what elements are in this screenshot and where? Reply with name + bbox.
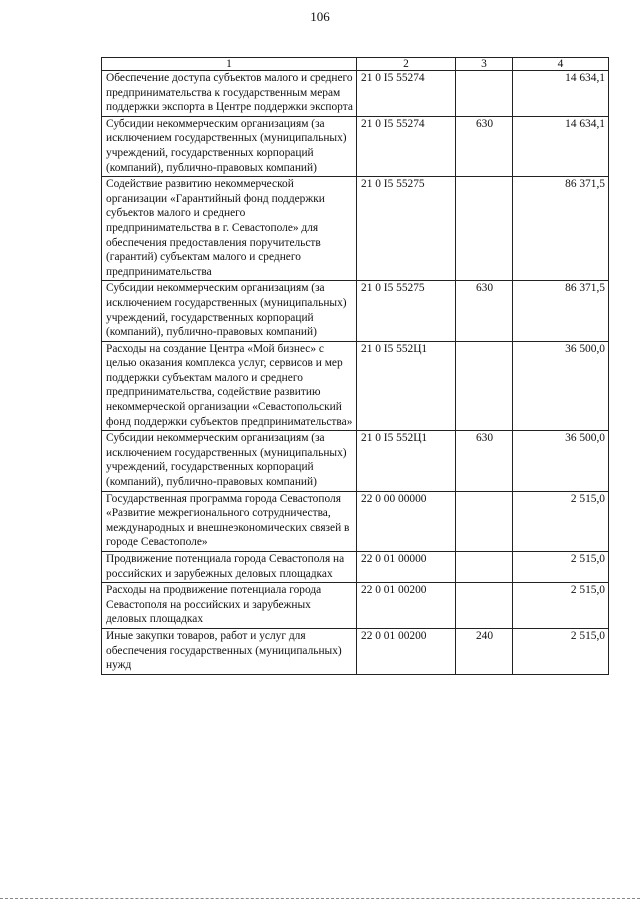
table-row [102, 552, 609, 583]
row-code-cell: 21 0 I5 55274 [357, 116, 456, 176]
row-kind-cell [456, 177, 513, 281]
row-code-cell: 21 0 I5 552Ц1 [357, 341, 456, 431]
row-kind-cell [456, 491, 513, 551]
row-name-cell: Субсидии некоммерческим организациям (за исключением государственных (муниципальных) учреждений, государственных корпораций (компаний), публично-правовых компаний) [102, 431, 357, 491]
table-row [102, 281, 609, 341]
table-header-row [102, 58, 609, 71]
row-amount-cell: 2 515,0 [513, 491, 609, 551]
table-row [102, 583, 609, 629]
row-amount-cell: 2 515,0 [513, 552, 609, 583]
page-number: 106 [310, 9, 330, 24]
row-kind-cell [456, 583, 513, 629]
row-name-cell: Содействие развитию некоммерческой организации «Гарантийный фонд поддержки субъектов малого и среднего предпринимательства в г. Севастополе» для обеспечения предоставления поручительств (гарантий) субъектам малого и среднего предпринимательства [102, 177, 357, 281]
row-name-cell: Расходы на продвижение потенциала города Севастополя на российских и зарубежных деловых площадках [102, 583, 357, 629]
row-kind-cell [456, 341, 513, 431]
row-amount-cell: 86 371,5 [513, 281, 609, 341]
row-amount-cell: 14 634,1 [513, 71, 609, 117]
row-name-cell: Продвижение потенциала города Севастополя на российских и зарубежных деловых площадках [102, 552, 357, 583]
row-kind-cell [456, 71, 513, 117]
row-code-cell: 21 0 I5 55275 [357, 281, 456, 341]
table-row [102, 431, 609, 491]
row-name-cell: Обеспечение доступа субъектов малого и среднего предпринимательства к государственным мерам поддержки экспорта в Центре поддержки экспорта [102, 71, 357, 117]
row-amount-cell: 14 634,1 [513, 116, 609, 176]
row-code-cell: 21 0 I5 552Ц1 [357, 431, 456, 491]
row-name-cell: Расходы на создание Центра «Мой бизнес» с целью оказания комплекса услуг, сервисов и мер поддержки субъектам малого и среднего предпринимательства, содействие развитию некоммерческой организации «Севастопольский фонд поддержки субъектов предпринимательства» [102, 341, 357, 431]
row-amount-cell: 2 515,0 [513, 628, 609, 674]
row-amount-cell: 36 500,0 [513, 341, 609, 431]
row-code-cell: 22 0 00 00000 [357, 491, 456, 551]
table-row [102, 71, 609, 117]
table-row [102, 177, 609, 281]
row-code-cell: 21 0 I5 55275 [357, 177, 456, 281]
row-code-cell: 22 0 01 00000 [357, 552, 456, 583]
row-name-cell: Государственная программа города Севастополя «Развитие межрегионального сотрудничества, международных и внешнеэкономических связей в городе Севастополе» [102, 491, 357, 551]
row-code-cell: 22 0 01 00200 [357, 583, 456, 629]
row-amount-cell: 36 500,0 [513, 431, 609, 491]
row-kind-cell: 630 [456, 431, 513, 491]
column-header: 1 [102, 58, 357, 71]
column-header: 2 [357, 58, 456, 71]
column-header: 3 [456, 58, 513, 71]
row-name-cell: Иные закупки товаров, работ и услуг для обеспечения государственных (муниципальных) нужд [102, 628, 357, 674]
row-kind-cell: 630 [456, 281, 513, 341]
table-row [102, 491, 609, 551]
table-row [102, 341, 609, 431]
row-amount-cell: 86 371,5 [513, 177, 609, 281]
row-kind-cell: 630 [456, 116, 513, 176]
row-code-cell: 21 0 I5 55274 [357, 71, 456, 117]
row-amount-cell: 2 515,0 [513, 583, 609, 629]
row-code-cell: 22 0 01 00200 [357, 628, 456, 674]
table-row [102, 116, 609, 176]
row-name-cell: Субсидии некоммерческим организациям (за исключением государственных (муниципальных) учреждений, государственных корпораций (компаний), публично-правовых компаний) [102, 281, 357, 341]
row-kind-cell [456, 552, 513, 583]
budget-table [101, 57, 609, 675]
page-bottom-edge [0, 898, 640, 900]
table-row [102, 628, 609, 674]
row-name-cell: Субсидии некоммерческим организациям (за исключением государственных (муниципальных) учреждений, государственных корпораций (компаний), публично-правовых компаний) [102, 116, 357, 176]
column-header: 4 [513, 58, 609, 71]
row-kind-cell: 240 [456, 628, 513, 674]
